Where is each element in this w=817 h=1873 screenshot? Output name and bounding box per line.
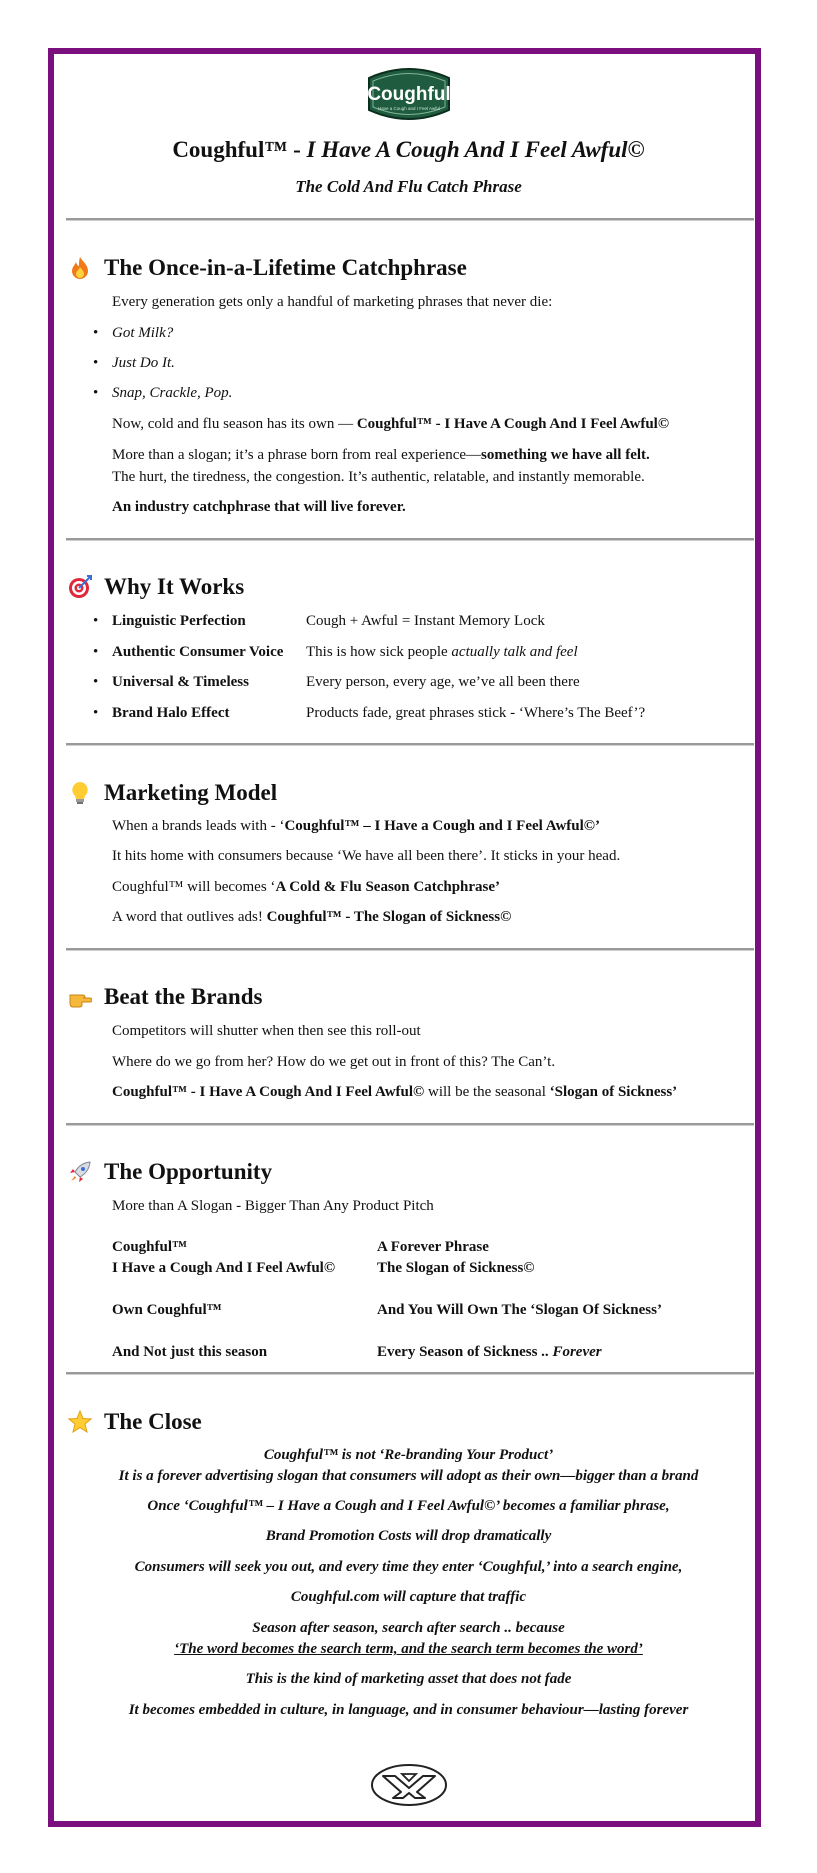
divider [66, 538, 754, 541]
why-value: Products fade, great phrases stick - ‘Where’s The Beef’? [306, 705, 646, 721]
divider [66, 1123, 754, 1126]
list-item: Snap, Crackle, Pop. [112, 385, 233, 401]
logo-wordmark: Coughful [367, 84, 451, 105]
opportunity-right: A Forever Phrase [377, 1239, 489, 1255]
paragraph: Now, cold and flu season has its own — Coughful™ - I Have A Cough And I Feel Awful© [112, 416, 670, 432]
close-line: Brand Promotion Costs will drop dramatically [265, 1528, 552, 1544]
section-heading-marketing: Marketing Model [68, 778, 277, 808]
page-title: Coughful™ - I Have A Cough And I Feel Awful© [172, 137, 645, 162]
why-value: This is how sick people actually talk and feel [306, 644, 578, 660]
close-line: Season after season, search after search .. because [252, 1620, 565, 1636]
opportunity-left: I Have a Cough And I Feel Awful© [112, 1260, 336, 1276]
opportunity-left: Own Coughful™ [112, 1302, 222, 1318]
paragraph: Coughful™ - I Have A Cough And I Feel Awful© will be the seasonal ‘Slogan of Sickness’ [112, 1084, 678, 1100]
divider [66, 218, 754, 221]
pointing-hand-icon [68, 985, 92, 1009]
section-heading-why: Why It Works [68, 572, 244, 602]
why-value: Cough + Awful = Instant Memory Lock [306, 613, 545, 629]
paragraph: When a brands leads with - ‘Coughful™ – I Have a Cough and I Feel Awful©’ [112, 818, 601, 834]
paragraph: It hits home with consumers because ‘We have all been there’. It sticks in your head. [112, 848, 621, 864]
page-subtitle: The Cold And Flu Catch Phrase [295, 177, 522, 196]
close-quote: ‘The word becomes the search term, and the search term becomes the word’ [174, 1641, 643, 1657]
target-icon [68, 575, 92, 599]
opportunity-right: And You Will Own The ‘Slogan Of Sickness’ [377, 1302, 662, 1318]
close-line: Coughful™ is not ‘Re-branding Your Product’ [263, 1447, 554, 1463]
close-line: This is the kind of marketing asset that does not fade [245, 1671, 572, 1687]
close-line: Coughful.com will capture that traffic [290, 1589, 527, 1605]
star-icon [68, 1410, 92, 1434]
logo-tagline: Have a Cough and I Feel Awful [378, 106, 440, 111]
paragraph: A word that outlives ads! Coughful™ - The Slogan of Sickness© [112, 909, 512, 925]
rocket-icon [68, 1160, 92, 1184]
section-heading-catchphrase: The Once-in-a-Lifetime Catchphrase [68, 253, 467, 283]
why-label: Linguistic Perfection [112, 613, 246, 629]
close-line: It is a forever advertising slogan that consumers will adopt as their own—bigger than a brand [118, 1468, 699, 1484]
close-line: Once ‘Coughful™ – I Have a Cough and I Feel Awful©’ becomes a familiar phrase, [147, 1498, 670, 1514]
paragraph: The hurt, the tiredness, the congestion. It’s authentic, relatable, and instantly memorable. [112, 469, 645, 485]
opportunity-left: And Not just this season [112, 1344, 268, 1360]
close-line: It becomes embedded in culture, in language, and in consumer behaviour—lasting forever [128, 1702, 689, 1718]
catchphrase-intro: Every generation gets only a handful of marketing phrases that never die: [112, 294, 553, 310]
section-heading-beat: Beat the Brands [68, 982, 262, 1012]
section-heading-close: The Close [68, 1407, 202, 1437]
footer-logo [369, 1762, 449, 1808]
paragraph: More than A Slogan - Bigger Than Any Product Pitch [112, 1198, 434, 1214]
fire-icon [68, 256, 92, 280]
opportunity-left: Coughful™ [112, 1239, 188, 1255]
paragraph: Where do we go from her? How do we get out in front of this? The Can’t. [112, 1054, 556, 1070]
divider [66, 1372, 754, 1375]
opportunity-right: Every Season of Sickness .. Forever [377, 1344, 602, 1360]
paragraph: Competitors will shutter when then see this roll-out [112, 1023, 421, 1039]
close-line: Consumers will seek you out, and every time they enter ‘Coughful,’ into a search engine, [134, 1559, 683, 1575]
why-label: Universal & Timeless [112, 674, 249, 690]
why-label: Brand Halo Effect [112, 705, 230, 721]
paragraph: An industry catchphrase that will live forever. [112, 499, 406, 515]
divider [66, 948, 754, 951]
coughful-logo [363, 64, 455, 124]
divider [66, 743, 754, 746]
list-item: Got Milk? [112, 325, 174, 341]
paragraph: Coughful™ will becomes ‘A Cold & Flu Season Catchphrase’ [112, 879, 501, 895]
why-value: Every person, every age, we’ve all been there [306, 674, 580, 690]
list-item: Just Do It. [112, 355, 175, 371]
section-heading-opportunity: The Opportunity [68, 1157, 272, 1187]
lightbulb-icon [68, 781, 92, 805]
paragraph: More than a slogan; it’s a phrase born from real experience—something we have all felt. [112, 447, 650, 463]
opportunity-right: The Slogan of Sickness© [377, 1260, 535, 1276]
why-label: Authentic Consumer Voice [112, 644, 284, 660]
